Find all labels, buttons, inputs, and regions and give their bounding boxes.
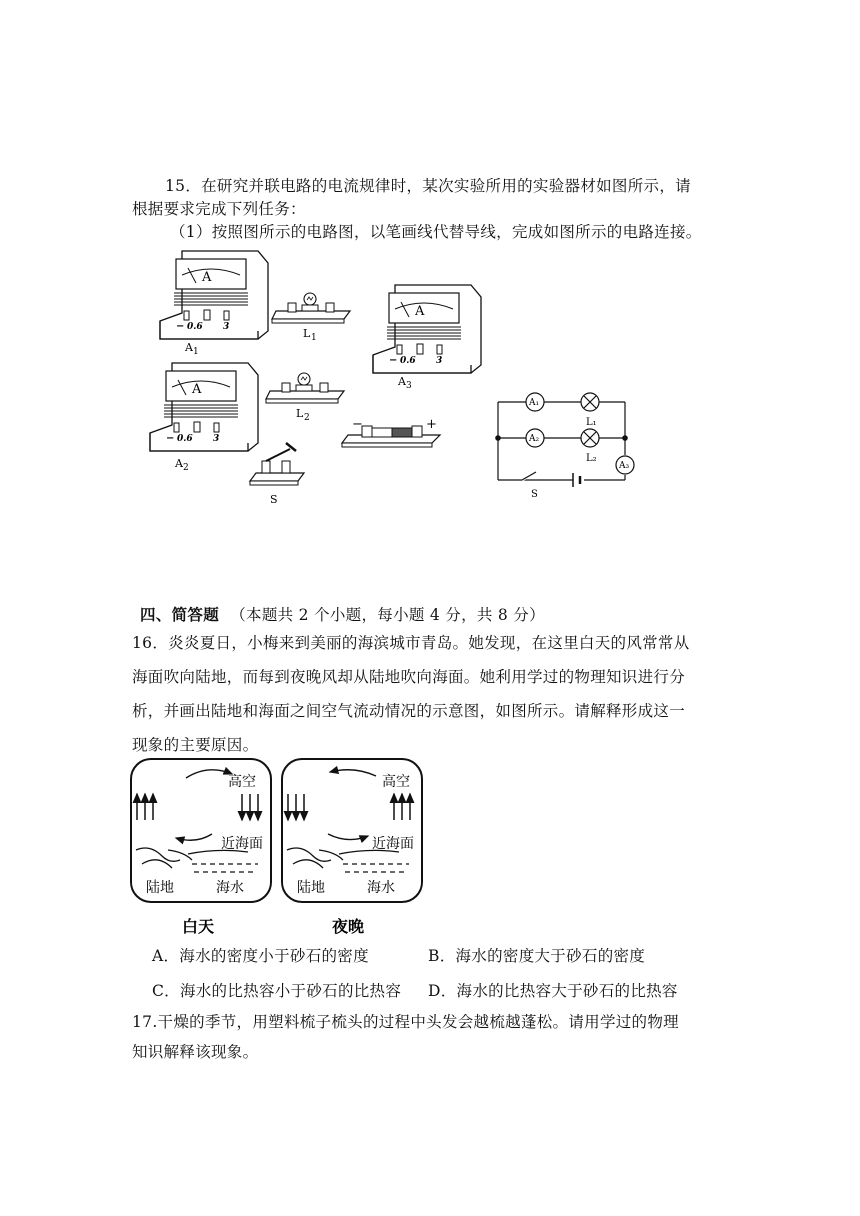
battery-neg-sign: −: [352, 417, 363, 432]
ammeter-a1-mid: 0.6: [187, 322, 203, 332]
ammeter-a2-mid: 0.6: [177, 434, 193, 444]
section4-title: 四、简答题: [140, 606, 220, 624]
q16-line2: 海面吹向陆地，而每到夜晚风却从陆地吹向海面。她利用学过的物理知识进行分: [132, 668, 686, 686]
label-a2-sub: 2: [183, 463, 189, 473]
night-high-label: 高空: [382, 774, 410, 790]
day-near-label: 近海面: [221, 836, 263, 852]
q16-option-d: D．海水的比热容大于砂石的比热容: [428, 982, 678, 1000]
q15-stem-line1: 15．在研究并联电路的电流规律时，某次实验所用的实验器材如图所示，请: [165, 177, 691, 195]
lamp-l1: [272, 293, 350, 343]
q17-line2: 知识解释该现象。: [132, 1043, 259, 1061]
label-l2-sub: 2: [304, 413, 310, 423]
q16-option-a: A．海水的密度小于砂石的密度: [152, 947, 369, 965]
day-panel: [131, 759, 271, 936]
schematic-a1: A₁: [529, 398, 540, 408]
section4-note: （本题共 2 个小题，每小题 4 分，共 8 分）: [230, 606, 545, 624]
day-caption: 白天: [182, 917, 215, 936]
ammeter-a2: [150, 363, 258, 473]
night-near-label: 近海面: [372, 836, 414, 852]
q15-task1: （1）按照图所示的电路图，以笔画线代替导线，完成如图所示的电路连接。: [170, 223, 702, 241]
ammeter-a1-letter: A: [202, 270, 212, 285]
label-l2: L: [296, 407, 304, 420]
schematic-l1: L₁: [586, 417, 597, 428]
q16-line4: 现象的主要原因。: [132, 736, 259, 754]
label-a1-sub: 1: [193, 347, 199, 357]
ammeter-a1-high: 3: [223, 322, 230, 332]
battery: [342, 417, 440, 447]
circuit-schematic: [496, 393, 634, 487]
ammeter-a2-letter: A: [192, 382, 202, 397]
night-land-label: 陆地: [297, 880, 325, 896]
ammeter-a2-high: 3: [213, 434, 220, 444]
day-land-label: 陆地: [146, 880, 174, 896]
schematic-a2: A₂: [529, 434, 540, 444]
ammeter-a3-letter: A: [415, 304, 425, 319]
q17-line1: 17.干燥的季节，用塑料梳子梳头的过程中头发会越梳越蓬松。请用学过的物理: [132, 1013, 679, 1031]
section4-heading: [140, 603, 545, 625]
ammeter-a3-high: 3: [436, 356, 443, 366]
ammeter-a1-neg: −: [176, 321, 185, 332]
day-sea-label: 海水: [216, 880, 244, 896]
ammeter-a3: [373, 285, 481, 391]
ammeter-a3-neg: −: [389, 355, 398, 366]
label-a3-sub: 3: [406, 381, 412, 391]
label-a2: A: [175, 457, 183, 470]
apparatus-figure: [130, 245, 730, 510]
label-s: S: [270, 493, 278, 506]
q16-line1: 16．炎炎夏日，小梅来到美丽的海滨城市青岛。她发现，在这里白天的风常常从: [132, 634, 690, 652]
night-caption: 夜晚: [332, 917, 365, 936]
label-l1-sub: 1: [311, 333, 317, 343]
label-l1: L: [303, 327, 311, 340]
schematic-l2: L₂: [586, 453, 597, 464]
q16-option-b: B．海水的密度大于砂石的密度: [428, 947, 646, 965]
battery-pos-sign: +: [426, 417, 437, 432]
q16-option-c: C．海水的比热容小于砂石的比热容: [152, 982, 402, 1000]
night-panel: [282, 759, 422, 936]
day-high-label: 高空: [228, 774, 256, 790]
label-a3: A: [398, 375, 406, 388]
q15-stem-line2: 根据要求完成下列任务：: [132, 200, 306, 218]
ammeter-a3-mid: 0.6: [400, 356, 416, 366]
label-a1: A: [185, 341, 193, 354]
sea-breeze-figure: [128, 756, 428, 940]
ammeter-a1: [160, 251, 268, 357]
ammeter-a2-neg: −: [166, 433, 175, 444]
q16-line3: 析，并画出陆地和海面之间空气流动情况的示意图，如图所示。请解释形成这一: [132, 702, 686, 720]
schematic-a3: A₃: [619, 461, 630, 471]
lamp-l2: [266, 373, 344, 423]
night-sea-label: 海水: [367, 880, 395, 896]
switch-s: [250, 443, 304, 506]
schematic-s: S: [531, 489, 538, 500]
